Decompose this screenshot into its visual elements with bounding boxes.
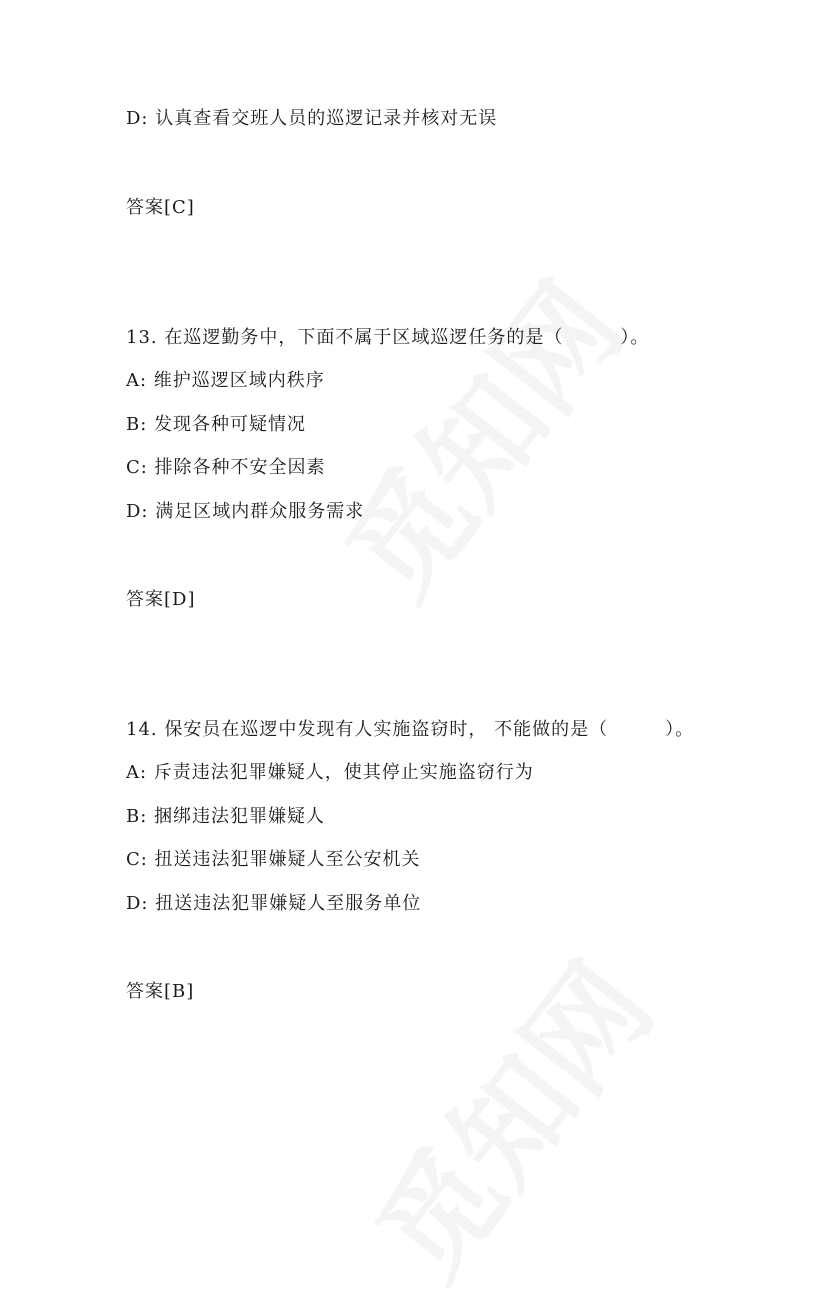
option-d: D: 认真查看交班人员的巡逻记录并核对无误 [126, 108, 498, 129]
option-c: C: 扭送违法犯罪嫌疑人至公安机关 [126, 849, 421, 870]
answer: 答案[B] [126, 981, 195, 1002]
option-a: A: 维护巡逻区域内秩序 [126, 370, 325, 391]
watermark [301, 243, 653, 627]
option-d: D: 扭送违法犯罪嫌疑人至服务单位 [126, 893, 422, 914]
answer: 答案[C] [126, 197, 195, 218]
option-d: D: 满足区域内群众服务需求 [126, 501, 365, 522]
question-13: 13. 在巡逻勤务中，下面不属于区域巡逻任务的是（ ）。 [126, 327, 650, 348]
question-14: 14. 保安员在巡逻中发现有人实施盗窃时， 不能做的是（ ）。 [126, 719, 695, 740]
option-b: B: 发现各种可疑情况 [126, 414, 307, 435]
answer: 答案[D] [126, 589, 196, 610]
option-c: C: 排除各种不安全因素 [126, 457, 326, 478]
option-b: B: 捆绑违法犯罪嫌疑人 [126, 806, 326, 827]
option-a: A: 斥责违法犯罪嫌疑人，使其停止实施盗窃行为 [126, 762, 534, 783]
watermark [331, 923, 683, 1307]
